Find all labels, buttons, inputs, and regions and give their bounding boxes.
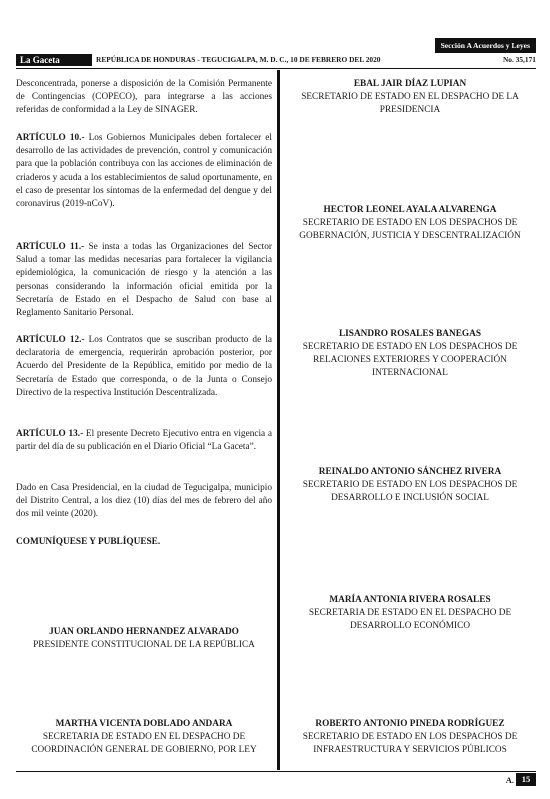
section-tag: Sección A Acuerdos y Leyes [435, 38, 536, 53]
column-divider [277, 70, 280, 770]
signature-role: SECRETARIA DE ESTADO EN EL DESPACHO DE COORDINACIÓN GENERAL DE GOBIERNO, POR LEY [31, 732, 257, 755]
lead-paragraph: Desconcentrada, ponerse a disposición de la Comisión Permanente de Contingencias (COPECO), para integrarse a las acciones referidas de conformidad a la Ley de SINAGER. [16, 79, 272, 116]
masthead-text: REPÚBLICA DE HONDURAS - TEGUCIGALPA, M. D. C., 10 DE FEBRERO DEL 2020 [96, 55, 381, 64]
signature-role: SECRETARIO DE ESTADO EN LOS DESPACHOS DE RELACIONES EXTERIORES Y COOPERACIÓN INTERNACIONAL [302, 342, 518, 378]
signature-president [16, 626, 272, 652]
page-header [16, 54, 536, 66]
article-12-heading: ARTÍCULO 12.- [16, 335, 85, 345]
signature-role: SECRETARIO DE ESTADO EN LOS DESPACHOS DE GOBERNACIÓN, JUSTICIA Y DESCENTRALIZACIÓN [299, 218, 521, 241]
signature-name: HECTOR LEONEL AYALA ALVARENGA [323, 205, 497, 215]
article-10-text: Los Gobiernos Municipales deben fortalecer el desarrollo de las actividades de prevención, control y comunicación para que la población contribuya con las acciones de eliminación de criaderos y acuda a los establecimientos de salud oportunamente, en el caso de presentar los síntomas de la enfermedad del dengue y del coronavirus (2019-nCoV). [16, 133, 272, 210]
article-12 [16, 334, 272, 400]
article-11-text: Se insta a todas las Organizaciones del Sector Salud a tomar las medidas necesarias para fortalecer la vigilancia epidemiológica, la comunicación de riesgo y la atención a las personas considerando la información oficial emitida por la Secretaría de Estado en el Despacho de Salud con base al Reglamento Sanitario Personal. [16, 242, 272, 319]
gazette-logo: La Gaceta [16, 54, 92, 66]
issue-number: No. 35,171 [502, 55, 536, 64]
signature-name: REINALDO ANTONIO SÁNCHEZ RIVERA [318, 467, 502, 477]
left-column [16, 78, 272, 764]
article-12-text: Los Contratos que se suscriban producto de la declaratoria de emergencia, requerirán aprobación posterior, por Acuerdo del Presidente de la República, emitido por medio de la Secretaría de Estado que corresponda, o de la Junta o Consejo Directivo de la respectiva Institución Descentralizada. [16, 335, 272, 398]
article-11-heading: ARTÍCULO 11.- [16, 242, 85, 252]
article-13-heading: ARTÍCULO 13.- [16, 429, 84, 439]
signature-role: SECRETARIO DE ESTADO EN EL DESPACHO DE LA PRESIDENCIA [301, 92, 519, 115]
signature-block [284, 204, 536, 243]
signature-block [284, 594, 536, 633]
signature-name: JUAN ORLANDO HERNANDEZ ALVARADO [49, 627, 239, 637]
signature-block [284, 328, 536, 380]
signature-role: PRESIDENTE CONSTITUCIONAL DE LA REPÚBLICA [33, 640, 255, 650]
article-10 [16, 132, 272, 211]
dado-paragraph: Dado en Casa Presidencial, en la ciudad de Tegucigalpa, municipio del Distrito Central, a los diez (10) días del mes de febrero del año dos mil veinte (2020). [16, 483, 272, 520]
signature-coordination [16, 718, 272, 757]
signature-name: MARÍA ANTONIA RIVERA ROSALES [329, 595, 491, 605]
signature-role: SECRETARIO DE ESTADO EN LOS DESPACHOS DE DESARROLLO E INCLUSIÓN SOCIAL [302, 480, 518, 503]
signature-block [284, 78, 536, 117]
article-11 [16, 241, 272, 320]
signature-block [284, 466, 536, 505]
section-letter: A. [505, 775, 514, 785]
article-13 [16, 428, 272, 454]
signature-role: SECRETARIA DE ESTADO EN EL DESPACHO DE DESARROLLO ECONÓMICO [308, 608, 512, 631]
signature-name: EBAL JAIR DÍAZ LUPIAN [353, 79, 467, 89]
signature-name: MARTHA VICENTA DOBLADO ANDARA [55, 719, 233, 729]
header-rule [16, 68, 536, 69]
page-number: 15 [516, 773, 536, 786]
article-10-heading: ARTÍCULO 10.- [16, 133, 85, 143]
footer-rule [16, 771, 536, 772]
signature-name: ROBERTO ANTONIO PINEDA RODRÍGUEZ [315, 719, 505, 729]
article-13-text: El presente Decreto Ejecutivo entra en vigencia a partir del día de su publicación en el Diario Oficial “La Gaceta”. [16, 429, 272, 453]
right-column [284, 78, 536, 764]
signature-block [284, 718, 536, 757]
signature-role: SECRETARIO DE ESTADO EN LOS DESPACHOS DE INFRAESTRUCTURA Y SERVICIOS PÚBLICOS [302, 732, 518, 755]
publication-order: COMUNÍQUESE Y PUBLÍQUESE. [16, 537, 161, 547]
signature-name: LISANDRO ROSALES BANEGAS [338, 329, 482, 339]
